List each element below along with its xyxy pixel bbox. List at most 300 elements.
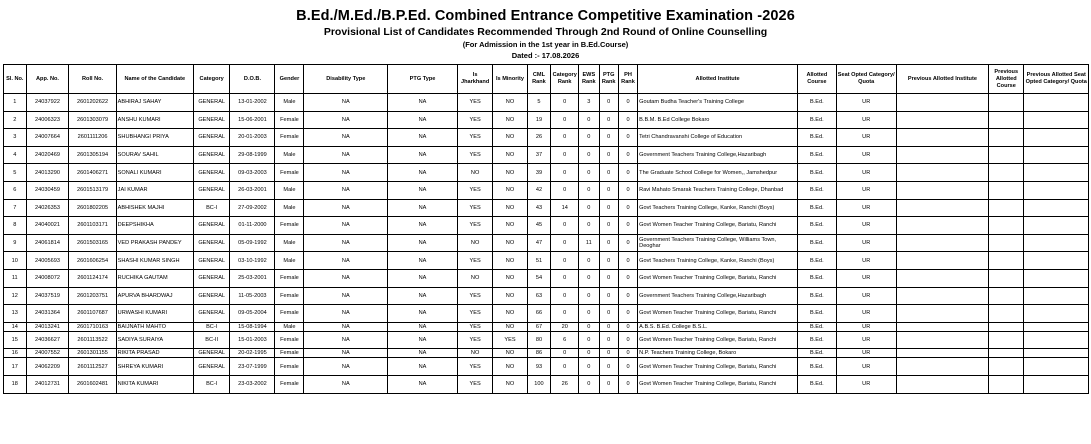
table-cell: 54 <box>527 269 551 287</box>
table-cell: GENERAL <box>193 269 229 287</box>
table-cell: UR <box>836 181 896 199</box>
table-cell: B.Ed. <box>798 358 837 376</box>
table-cell: 2601103171 <box>69 217 116 235</box>
table-cell: 24031364 <box>26 305 69 323</box>
table-cell: VED PRAKASH PANDEY <box>116 234 193 252</box>
table-cell: GENERAL <box>193 94 229 112</box>
table-cell: NA <box>304 349 388 358</box>
table-cell: Govt Women Teacher Training College, Bariatu, Ranchi <box>638 269 798 287</box>
table-cell <box>896 358 988 376</box>
table-cell: NO <box>493 358 527 376</box>
table-cell: 0 <box>579 199 599 217</box>
table-cell: 0 <box>618 181 637 199</box>
table-cell: 63 <box>527 287 551 305</box>
table-cell: ABHISHEK MAJHI <box>116 199 193 217</box>
table-cell: DEEPSHIKHA <box>116 217 193 235</box>
table-cell: YES <box>457 375 492 393</box>
table-cell: 23-07-1999 <box>230 358 275 376</box>
table-cell: 0 <box>618 146 637 164</box>
table-cell <box>989 164 1024 182</box>
table-row <box>4 234 1089 252</box>
table-cell: 0 <box>599 322 618 331</box>
table-cell: Govt Women Teacher Training College, Bariatu, Ranchi <box>638 375 798 393</box>
table-cell <box>1024 305 1089 323</box>
table-cell <box>989 234 1024 252</box>
table-cell <box>1024 287 1089 305</box>
table-cell <box>989 349 1024 358</box>
table-cell: B.Ed. <box>798 146 837 164</box>
table-cell: Govt Women Teacher Training College, Bariatu, Ranchi <box>638 305 798 323</box>
table-cell: NO <box>493 164 527 182</box>
table-cell: YES <box>457 199 492 217</box>
table-cell <box>989 322 1024 331</box>
table-cell: NA <box>388 111 458 129</box>
table-row <box>4 129 1089 147</box>
table-cell: 11 <box>4 269 27 287</box>
table-row <box>4 349 1089 358</box>
table-cell <box>1024 252 1089 270</box>
table-cell: 15-08-1994 <box>230 322 275 331</box>
table-cell: 0 <box>579 129 599 147</box>
column-header: Seat Opted Category/ Quota <box>836 65 896 94</box>
table-cell: 0 <box>579 111 599 129</box>
table-cell: YES <box>457 322 492 331</box>
column-header: Name of the Candidate <box>116 65 193 94</box>
table-cell: 2601203751 <box>69 287 116 305</box>
table-cell <box>1024 129 1089 147</box>
table-cell <box>989 199 1024 217</box>
table-cell: YES <box>493 331 527 349</box>
table-cell: GENERAL <box>193 164 229 182</box>
table-cell: BC-I <box>193 199 229 217</box>
table-cell: Government Teachers Training College,Hazaribagh <box>638 287 798 305</box>
table-cell <box>989 375 1024 393</box>
table-cell: NA <box>388 305 458 323</box>
table-cell: UR <box>836 349 896 358</box>
table-cell <box>1024 349 1089 358</box>
table-cell: SHREYA KUMARI <box>116 358 193 376</box>
column-header: Previous Allotted Course <box>989 65 1024 94</box>
table-cell: NA <box>304 234 388 252</box>
document-header <box>0 0 1091 61</box>
table-cell: UR <box>836 94 896 112</box>
table-cell: 80 <box>527 331 551 349</box>
table-cell <box>989 331 1024 349</box>
column-header: PH Rank <box>618 65 637 94</box>
table-cell: 03-10-1992 <box>230 252 275 270</box>
table-cell: 3 <box>579 94 599 112</box>
table-cell: UR <box>836 269 896 287</box>
table-row <box>4 217 1089 235</box>
table-row <box>4 375 1089 393</box>
table-cell: NO <box>457 164 492 182</box>
table-cell <box>989 358 1024 376</box>
table-cell: 26 <box>527 129 551 147</box>
table-cell: BC-II <box>193 331 229 349</box>
table-cell: 2601513179 <box>69 181 116 199</box>
table-cell: 24037922 <box>26 94 69 112</box>
table-cell <box>896 287 988 305</box>
table-cell: 0 <box>579 164 599 182</box>
table-cell: NO <box>493 252 527 270</box>
table-header-row <box>4 65 1089 94</box>
table-cell: 24061814 <box>26 234 69 252</box>
table-cell <box>896 111 988 129</box>
table-cell: 0 <box>618 252 637 270</box>
table-cell: 15-06-2001 <box>230 111 275 129</box>
table-cell: Govt Teachers Training College, Kanke, Ranchi (Boys) <box>638 199 798 217</box>
table-cell: 2601303079 <box>69 111 116 129</box>
table-cell: JAI KUMAR <box>116 181 193 199</box>
table-cell: Female <box>275 349 304 358</box>
table-cell: Male <box>275 146 304 164</box>
table-cell: UR <box>836 164 896 182</box>
table-cell: NO <box>457 234 492 252</box>
table-cell: 19 <box>527 111 551 129</box>
table-cell: 24037519 <box>26 287 69 305</box>
table-cell: 24006323 <box>26 111 69 129</box>
table-cell: NA <box>304 305 388 323</box>
table-cell: YES <box>457 146 492 164</box>
table-cell: Female <box>275 129 304 147</box>
table-cell: SONALI KUMARI <box>116 164 193 182</box>
table-cell <box>989 305 1024 323</box>
table-cell <box>989 111 1024 129</box>
table-cell: 0 <box>618 217 637 235</box>
table-cell: NIKITA KUMARI <box>116 375 193 393</box>
table-cell <box>896 146 988 164</box>
table-row <box>4 199 1089 217</box>
table-cell: BC-I <box>193 322 229 331</box>
table-cell: B.Ed. <box>798 129 837 147</box>
table-cell: NO <box>493 322 527 331</box>
column-header: Previous Allotted Institute <box>896 65 988 94</box>
table-cell: NO <box>493 349 527 358</box>
table-cell: 0 <box>599 358 618 376</box>
table-cell: 25-03-2001 <box>230 269 275 287</box>
table-cell: YES <box>457 358 492 376</box>
table-cell: 0 <box>579 349 599 358</box>
table-cell: 0 <box>551 164 579 182</box>
table-cell: Male <box>275 252 304 270</box>
table-cell: Govt Women Teacher Training College, Bariatu, Ranchi <box>638 217 798 235</box>
table-cell: NA <box>304 129 388 147</box>
table-cell: Male <box>275 234 304 252</box>
table-cell <box>1024 146 1089 164</box>
table-cell: UR <box>836 146 896 164</box>
table-cell: 0 <box>618 234 637 252</box>
table-cell: 10 <box>4 252 27 270</box>
table-row <box>4 322 1089 331</box>
table-cell: NA <box>388 331 458 349</box>
table-cell <box>1024 375 1089 393</box>
table-cell: 24013241 <box>26 322 69 331</box>
table-cell: 0 <box>579 322 599 331</box>
table-cell: B.B.M. B.Ed College Bokaro <box>638 111 798 129</box>
table-cell: 2601202622 <box>69 94 116 112</box>
table-cell <box>1024 181 1089 199</box>
column-header: Allotted Course <box>798 65 837 94</box>
table-cell: 2601305194 <box>69 146 116 164</box>
table-cell: NA <box>304 181 388 199</box>
table-cell: 0 <box>618 94 637 112</box>
table-cell: 45 <box>527 217 551 235</box>
table-cell: NO <box>493 199 527 217</box>
table-cell <box>896 181 988 199</box>
table-cell <box>989 217 1024 235</box>
table-cell: 100 <box>527 375 551 393</box>
table-cell: UR <box>836 305 896 323</box>
table-cell: NA <box>304 94 388 112</box>
table-cell <box>989 287 1024 305</box>
table-cell <box>896 331 988 349</box>
column-header: Is Jharkhand <box>457 65 492 94</box>
table-cell: 2601112527 <box>69 358 116 376</box>
table-cell: YES <box>457 331 492 349</box>
table-cell: 0 <box>551 305 579 323</box>
table-cell: Female <box>275 305 304 323</box>
table-cell: GENERAL <box>193 287 229 305</box>
table-cell: 2601503165 <box>69 234 116 252</box>
table-cell: 24030459 <box>26 181 69 199</box>
table-cell: NA <box>388 129 458 147</box>
table-cell: 86 <box>527 349 551 358</box>
table-cell: B.Ed. <box>798 349 837 358</box>
table-cell: GENERAL <box>193 111 229 129</box>
table-cell: 24007552 <box>26 349 69 358</box>
table-cell: GENERAL <box>193 305 229 323</box>
table-cell: 05-09-1992 <box>230 234 275 252</box>
table-cell: 27-09-2002 <box>230 199 275 217</box>
table-cell: 0 <box>579 375 599 393</box>
table-cell: Male <box>275 181 304 199</box>
table-cell: 01-11-2000 <box>230 217 275 235</box>
table-cell: UR <box>836 111 896 129</box>
table-cell: NA <box>388 217 458 235</box>
table-cell: NA <box>304 375 388 393</box>
table-cell: YES <box>457 181 492 199</box>
column-header: PTG Type <box>388 65 458 94</box>
table-cell: 0 <box>618 269 637 287</box>
table-cell: 0 <box>599 234 618 252</box>
table-row <box>4 252 1089 270</box>
table-cell: 26 <box>551 375 579 393</box>
table-cell: SHUBHANGI PRIYA <box>116 129 193 147</box>
table-cell: 0 <box>599 287 618 305</box>
table-cell: B.Ed. <box>798 331 837 349</box>
table-cell: NO <box>457 269 492 287</box>
column-header: Sl. No. <box>4 65 27 94</box>
table-cell: 0 <box>599 94 618 112</box>
table-cell: NO <box>457 349 492 358</box>
table-cell: 0 <box>579 252 599 270</box>
table-cell: Female <box>275 358 304 376</box>
admission-note: (For Admission in the 1st year in B.Ed.Course) <box>462 40 629 49</box>
table-row <box>4 146 1089 164</box>
column-header: D.O.B. <box>230 65 275 94</box>
page-title: B.Ed./M.Ed./B.P.Ed. Combined Entrance Competitive Examination -2026 <box>296 8 795 24</box>
table-cell <box>896 305 988 323</box>
table-cell: 23-03-2002 <box>230 375 275 393</box>
table-cell: 0 <box>579 146 599 164</box>
table-cell: B.Ed. <box>798 234 837 252</box>
table-cell: NA <box>388 164 458 182</box>
table-cell: 2601606254 <box>69 252 116 270</box>
table-cell <box>1024 234 1089 252</box>
table-cell: 39 <box>527 164 551 182</box>
table-cell: 0 <box>551 358 579 376</box>
table-row <box>4 111 1089 129</box>
table-cell: NA <box>388 94 458 112</box>
table-cell: 0 <box>618 349 637 358</box>
table-cell: 0 <box>551 252 579 270</box>
table-cell: 0 <box>618 199 637 217</box>
table-cell: 11-05-2003 <box>230 287 275 305</box>
table-cell: 0 <box>599 111 618 129</box>
table-cell: YES <box>457 94 492 112</box>
table-cell: 0 <box>599 269 618 287</box>
table-cell: NA <box>388 375 458 393</box>
table-cell: 17 <box>4 358 27 376</box>
table-cell: B.Ed. <box>798 287 837 305</box>
table-cell <box>989 94 1024 112</box>
table-cell: 37 <box>527 146 551 164</box>
dated-line: Dated :- 17.08.2026 <box>511 51 580 60</box>
table-cell: 0 <box>551 287 579 305</box>
table-cell: Male <box>275 94 304 112</box>
table-cell: Goutam Budha Teacher's Training College <box>638 94 798 112</box>
table-cell <box>1024 111 1089 129</box>
table-cell: 24005693 <box>26 252 69 270</box>
table-cell: 0 <box>618 322 637 331</box>
table-cell: 0 <box>599 181 618 199</box>
table-cell: 0 <box>579 181 599 199</box>
table-cell: 2 <box>4 111 27 129</box>
table-cell: 0 <box>551 94 579 112</box>
table-cell: 12 <box>4 287 27 305</box>
table-cell: NA <box>304 358 388 376</box>
table-cell: UR <box>836 252 896 270</box>
table-cell: 0 <box>618 111 637 129</box>
table-cell: 18 <box>4 375 27 393</box>
table-cell: 13 <box>4 305 27 323</box>
table-cell: 0 <box>579 331 599 349</box>
table-cell: 0 <box>579 287 599 305</box>
column-header: PTG Rank <box>599 65 618 94</box>
table-cell: UR <box>836 331 896 349</box>
table-cell: 15-01-2003 <box>230 331 275 349</box>
table-cell: 0 <box>551 111 579 129</box>
page-subtitle: Provisional List of Candidates Recommended Through 2nd Round of Online Counselling <box>323 26 768 38</box>
table-cell: 0 <box>618 287 637 305</box>
table-cell: 0 <box>551 349 579 358</box>
table-cell <box>896 199 988 217</box>
table-cell: 20-01-2003 <box>230 129 275 147</box>
table-cell: NA <box>388 146 458 164</box>
table-cell <box>989 269 1024 287</box>
table-cell: 2601406271 <box>69 164 116 182</box>
table-row <box>4 358 1089 376</box>
table-cell <box>896 349 988 358</box>
table-cell: UR <box>836 322 896 331</box>
table-cell <box>1024 358 1089 376</box>
table-cell: YES <box>457 252 492 270</box>
table-cell: NA <box>304 111 388 129</box>
table-cell: UR <box>836 375 896 393</box>
table-cell <box>896 129 988 147</box>
table-cell: B.Ed. <box>798 94 837 112</box>
table-cell: 0 <box>551 129 579 147</box>
table-cell: NA <box>304 269 388 287</box>
table-cell: BC-I <box>193 375 229 393</box>
table-cell: 0 <box>618 129 637 147</box>
table-cell: 66 <box>527 305 551 323</box>
table-cell: 42 <box>527 181 551 199</box>
table-cell: Female <box>275 269 304 287</box>
table-cell: 67 <box>527 322 551 331</box>
table-body <box>4 94 1089 394</box>
table-cell: 24036627 <box>26 331 69 349</box>
column-header: Allotted Institute <box>638 65 798 94</box>
table-cell: 0 <box>618 358 637 376</box>
table-cell <box>896 164 988 182</box>
table-cell: 24013290 <box>26 164 69 182</box>
table-cell: 8 <box>4 217 27 235</box>
table-cell: 24012731 <box>26 375 69 393</box>
table-cell: UR <box>836 358 896 376</box>
table-row <box>4 269 1089 287</box>
column-header: Disability Type <box>304 65 388 94</box>
table-cell: 0 <box>551 234 579 252</box>
table-cell: 7 <box>4 199 27 217</box>
table-cell: GENERAL <box>193 252 229 270</box>
table-cell: B.Ed. <box>798 252 837 270</box>
table-cell: Govt Teachers Training College, Kanke, Ranchi (Boys) <box>638 252 798 270</box>
table-cell: NA <box>388 287 458 305</box>
table-cell: 0 <box>618 331 637 349</box>
table-cell: Government Teachers Training College, Williams Town, Deoghar <box>638 234 798 252</box>
table-row <box>4 164 1089 182</box>
table-cell: GENERAL <box>193 358 229 376</box>
table-cell: UR <box>836 217 896 235</box>
table-cell: NO <box>493 234 527 252</box>
table-cell: NA <box>304 217 388 235</box>
table-cell: ABHIRAJ SAHAY <box>116 94 193 112</box>
column-header: Category Rank <box>551 65 579 94</box>
table-cell <box>896 269 988 287</box>
table-cell: Male <box>275 199 304 217</box>
table-cell: NO <box>493 287 527 305</box>
table-cell: NA <box>304 252 388 270</box>
table-cell: 0 <box>599 349 618 358</box>
table-cell: Government Teachers Training College,Hazaribagh <box>638 146 798 164</box>
table-cell: 9 <box>4 234 27 252</box>
table-cell: SOURAV SAHIL <box>116 146 193 164</box>
table-cell: 43 <box>527 199 551 217</box>
table-cell: GENERAL <box>193 234 229 252</box>
table-cell: Govt Women Teacher Training College, Bariatu, Ranchi <box>638 331 798 349</box>
table-cell: NO <box>493 94 527 112</box>
table-cell: SHASHI KUMAR SINGH <box>116 252 193 270</box>
table-cell: B.Ed. <box>798 322 837 331</box>
table-cell: NA <box>388 234 458 252</box>
table-cell <box>989 129 1024 147</box>
table-cell: 2601113522 <box>69 331 116 349</box>
table-cell <box>896 234 988 252</box>
column-header: Is Minority <box>493 65 527 94</box>
table-cell: 6 <box>551 331 579 349</box>
table-cell: GENERAL <box>193 349 229 358</box>
